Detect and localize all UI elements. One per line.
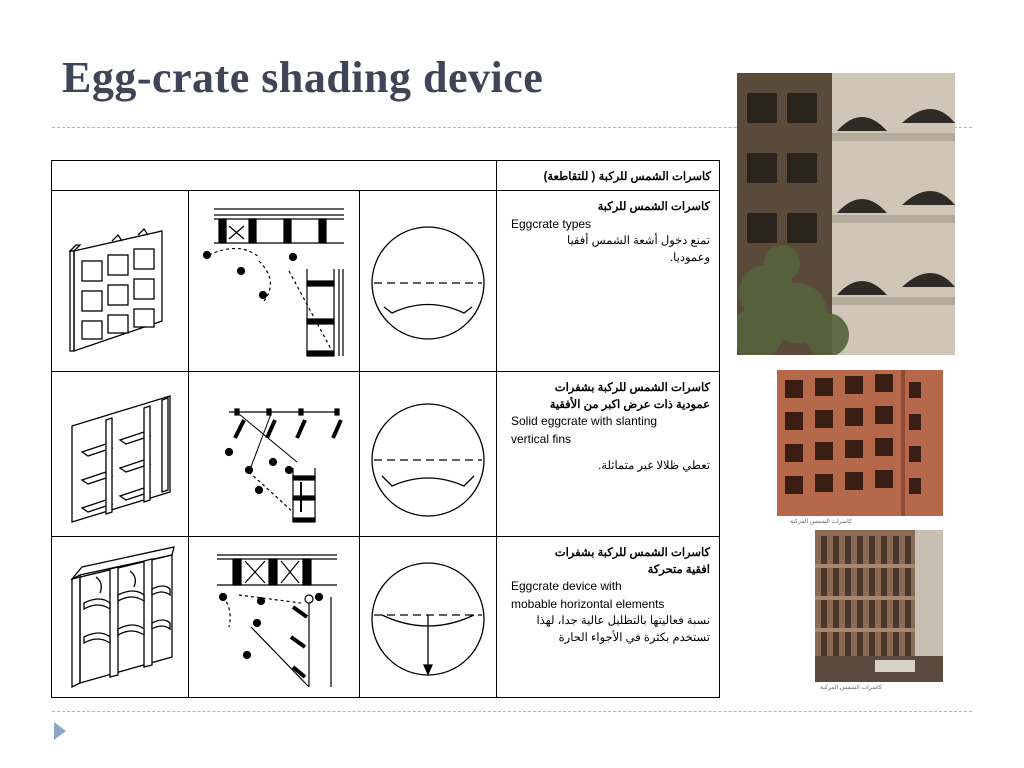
description-cell [497,191,720,372]
isometric-diagram-cell [52,191,189,372]
arabic-title: كاسرات الشمس للركبة بشفرات [554,382,710,394]
photo-caption: كاسرات الشمس المركبة [790,519,852,525]
shading-mask-cell [360,372,497,537]
arabic-description: تمنع دخول أشعة الشمس أفقيا [566,235,710,248]
shading-types-table [51,160,720,698]
shading-mask-diagram [360,372,496,536]
description-cell [497,537,720,698]
english-label: Eggcrate types [511,216,592,231]
table-row [52,191,720,372]
english-label: Solid eggcrate with slanting [511,414,658,429]
english-label: mobable horizontal elements [511,596,665,611]
plan-section-diagram-cell [189,191,360,372]
shading-mask-diagram [360,191,496,371]
plan-section-diagram [189,537,359,697]
slanted-fins-isometric-diagram [52,372,188,536]
plan-section-diagram [189,372,359,536]
building-photo-balconies [737,73,955,355]
shading-mask-cell [360,191,497,372]
arabic-description: وعموديا. [669,251,710,264]
english-label: Eggcrate device with [511,579,622,594]
arabic-title: كاسرات الشمس للركبة [597,201,710,213]
arabic-title-line2: عمودية ذات عرض اكبر من الأفقية [549,398,710,411]
plan-section-diagram-cell [189,537,360,698]
table-row [52,372,720,537]
mobile-fins-isometric-diagram [52,537,188,697]
english-label: vertical fins [511,431,572,446]
building-photo-vertical-fins [815,530,943,682]
description-cell [497,372,720,537]
building-photo-brick-grid [777,370,943,516]
footer-divider [52,711,972,712]
table-header-row [52,161,720,191]
slide-title: Egg-crate shading device [62,53,544,102]
bullet-arrow-icon [54,722,66,740]
plan-section-diagram-cell [189,372,360,537]
table-row [52,537,720,698]
plan-section-diagram [189,191,359,371]
photo-caption: كاسرات الشمس المركبة [820,685,882,691]
arabic-description: تستخدم بكثرة في الأجواء الحارة [558,631,710,644]
arabic-title: كاسرات الشمس للركبة بشفرات [554,547,710,559]
shading-mask-diagram [360,537,496,697]
table-header: كاسرات الشمس للركبة ( للتقاطعة) [497,161,720,191]
shading-mask-cell [360,537,497,698]
arabic-description: نسبة فعاليتها بالتظليل عالية جدا، لهذا [536,615,710,628]
arabic-title-line2: افقية متحركة [647,563,710,576]
isometric-diagram-cell [52,372,189,537]
arabic-description: تعطي ظلالا غير متماثلة. [598,460,710,473]
eggcrate-isometric-diagram [52,191,188,371]
isometric-diagram-cell [52,537,189,698]
